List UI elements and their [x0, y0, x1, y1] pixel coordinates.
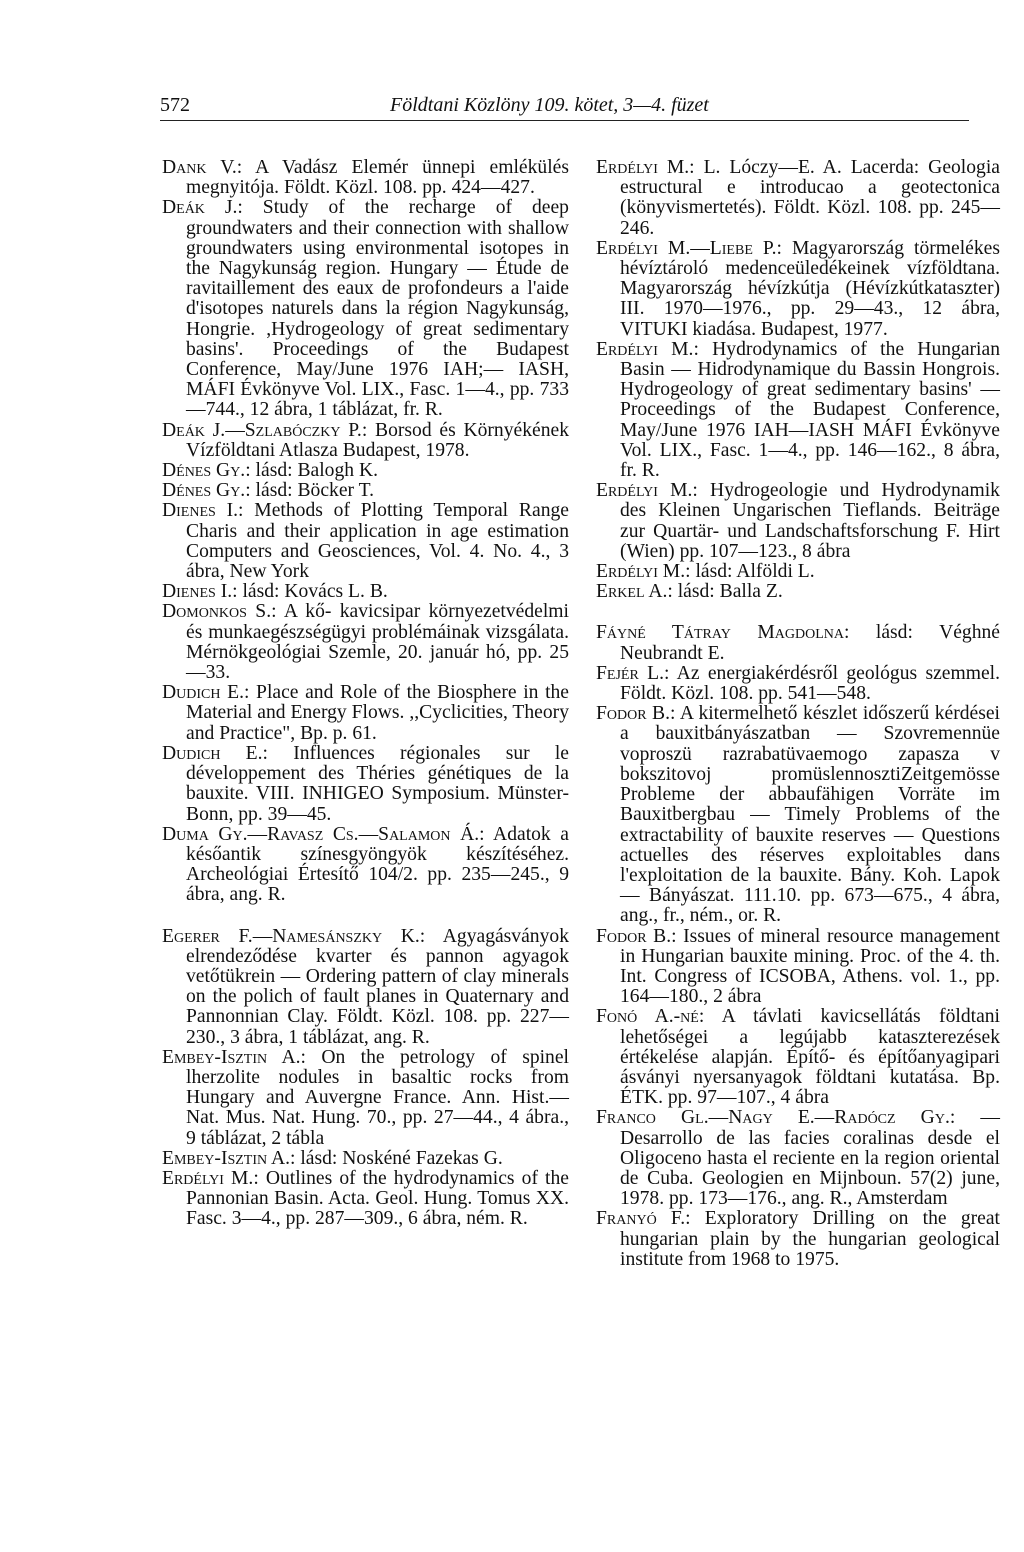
- entry-author: Dienes I.: [162, 500, 239, 522]
- entry-author: Dénes Gy.: [162, 460, 246, 482]
- entry-author: Erkel A.: [596, 581, 668, 603]
- bibliography-entry: [596, 562, 1000, 582]
- bibliography-entry: [162, 582, 569, 602]
- bibliography-entry: [596, 704, 1000, 926]
- entry-author: Fáyné Tátray Magdolna: [596, 622, 844, 644]
- entry-author: Dank V.: [162, 157, 237, 178]
- entry-author: Domonkos S.: [162, 601, 272, 623]
- entry-text: : Influences régionales sur le développement des Théries génétiques de la bauxite. VIII. INHIGEO Symposium. Münster-Bonn, pp. 39—45.: [186, 742, 569, 825]
- entry-text: : Place and Role of the Biosphere in the Material and Energy Flows. ,,Cyclicities, Theory and Practice", Bp. p. 61.: [186, 682, 570, 744]
- bibliography-entry: [596, 158, 1000, 239]
- entry-author: Franyó F.: [596, 1208, 686, 1230]
- entry-text: : lásd: Alföldi L.: [685, 561, 815, 583]
- entry-text: : Magyarország törmelékes hévíztároló medenceüledékeinek vízföldtana. Magyarország hévízkútja (Hévízkútkataszter) III. 1970—1976., pp. 29—43., 12 ábra, VITUKI kiadása. Budapest, 1977.: [620, 237, 1000, 340]
- entry-author: Dudich E.: [162, 742, 263, 764]
- entry-author: Erdélyi M.: [162, 1167, 254, 1189]
- entry-author: Duma Gy.—Ravasz Cs.—Salamon Á.: [162, 823, 480, 845]
- entry-author: Dudich E.: [162, 682, 244, 704]
- entry-text: : lásd: Balla Z.: [667, 581, 783, 603]
- page-number: 572: [160, 94, 190, 116]
- bibliography-entry: [596, 582, 1000, 602]
- bibliography-entry: [162, 825, 569, 906]
- entry-text: : Hydrodynamics of the Hungarian Basin — Hidrodynamique du Bassin Hongrois. Hydrogeology of great sedimentary basins' — Proceedings of the Budapest Conference, May/June 1976 IAH—IASH MÁFI Évkönyve Vol. LIX., Fasc. 1—4., pp. 146—162., 8 ábra, fr. R.: [620, 338, 1000, 482]
- running-title: Földtani Közlöny 109. kötet, 3—4. füzet: [390, 94, 709, 116]
- entry-text: : Hydrogeologie und Hydrodynamik des Kleinen Ungarischen Tieflands. Beiträge zur Quartär- und Landschaftsforschung F. Hirt (Wien) pp. 107—123., 8 ábra: [620, 480, 1000, 562]
- entry-author: Deák J.: [162, 197, 238, 219]
- entry-author: Erdélyi M.: [596, 480, 693, 502]
- entry-text: : lásd: Balogh K.: [245, 460, 379, 482]
- entry-text: : lásd: Véghné Neubrandt E.: [620, 622, 1000, 664]
- bibliography-entry: [162, 158, 569, 198]
- entry-text: : L. Lóczy—E. A. Lacerda: Geologia estructural e introducao a geotectonica (könyvismertetés). Földt. Közl. 108. pp. 245—246.: [620, 157, 1000, 239]
- entry-text: : On the petrology of spinel lherzolite nodules in basaltic rocks from Hungary and Auvergne France. Ann. Hist.—Nat. Mus. Nat. Hung. 70., pp. 27—44., 4 ábra., 9 táblázat, 2 tábla: [186, 1046, 569, 1149]
- entry-author: Dienes I.: [162, 581, 233, 603]
- bibliography-entry: [162, 927, 569, 1048]
- bibliography-entry: [162, 481, 569, 501]
- bibliography-entry: [596, 664, 1000, 704]
- bibliography-entry: [596, 1108, 1000, 1209]
- entry-text: : — Desarrollo de las facies coralinas desde el Oligoceno hasta el reciente en la region oriental de Cuba. Geologien en Mijnboun. 57(2) june, 1978. pp. 173—176., ang. R., Amsterdam: [620, 1107, 1000, 1210]
- entry-text: : Borsod és Környékének Vízföldtani Atlasza Budapest, 1978.: [186, 419, 569, 461]
- bibliography-entry: [162, 683, 569, 744]
- bibliography-entry: [162, 421, 569, 461]
- bibliography-entry: [596, 623, 1000, 663]
- entry-author: Fejér L.: [596, 662, 664, 684]
- entry-text: : A Vadász Elemér ünnepi emlékülés megnyitója. Földt. Közl. 108. pp. 424—427.: [186, 157, 569, 199]
- entry-text: : A kitermelhető készlet időszerű kérdései a bauxitbányászatban — Szovremennüe voproszü razrabatüvaemogo zapasza v bokszitovoj promüslennosztiZeitgemösse Probleme der abbaufähigen Vorräte im Bauxitbergbau — Timely Problems of the extractability of bauxite reserves — Questions actuelles des réserves exploitables dans l'exploitation de la bauxite. Bány. Koh. Lapok — Bányászat. 111.10. pp. 673—675., 4 ábra, ang., fr., ném., or. R.: [620, 703, 1000, 927]
- entry-text: : lásd: Noskéné Fazekas G.: [290, 1147, 503, 1169]
- entry-author: Fodor B.: [596, 703, 671, 725]
- bibliography-entry: [162, 1149, 569, 1169]
- right-column: [596, 158, 1000, 1270]
- bibliography-entry: [596, 239, 1000, 340]
- entry-author: Erdélyi M.: [596, 561, 686, 583]
- bibliography-entry: [162, 602, 569, 683]
- entry-text: : Study of the recharge of deep groundwaters and their connection with shallow groundwaters using environmental isotopes in the Nagykunság region. Hungary — Étude de ravitaillement des eaux de profondeurs a l'aide d'isotopes naturels dans la région Nagykunság, Hongrie. ,Hydrogeology of great sedimentary basins'. Proceedings of the Budapest Conference, May/June 1976 IAH;— IASH, MÁFI Évkönyve Vol. LIX., Fasc. 1—4., pp. 733—744., 12 ábra, 1 táblázat, fr. R.: [186, 197, 569, 421]
- bibliography-entry: [162, 1169, 569, 1230]
- entry-text: : Outlines of the hydrodynamics of the Pannonian Basin. Acta. Geol. Hung. Tomus XX. Fasc. 3—4., pp. 287—309., 6 ábra, ném. R.: [186, 1167, 569, 1230]
- entry-author: Erdélyi M.: [596, 338, 694, 360]
- bibliography-entry: [596, 340, 1000, 481]
- entry-author: Egerer F.—Namesánszky K.: [162, 925, 420, 947]
- entry-text: : Az energiakérdésről geológus szemmel. Földt. Közl. 108. pp. 541—548.: [620, 662, 1000, 705]
- bibliography-entry: [162, 198, 569, 420]
- entry-author: Embey-Isztin A.: [162, 1147, 290, 1169]
- bibliography-entry: [162, 1048, 569, 1149]
- entry-text: : A távlati kavicsellátás földtani lehetőségei a legújabb kataszterezések értékelése alapján. Építő- és építőanyagipari ásványi nyersanyagok földtani kutatása. Bp. ÉTK. pp. 97—107., 4 ábra: [620, 1006, 1001, 1109]
- left-column: [162, 158, 569, 1230]
- entry-author: Franco Gl.—Nagy E.—Radócz Gy.: [596, 1107, 950, 1129]
- bibliography-entry: [162, 744, 569, 825]
- entry-author: Embey-Isztin A.: [162, 1046, 301, 1068]
- bibliography-entry: [596, 1007, 1000, 1108]
- entry-author: Dénes Gy.: [162, 480, 246, 502]
- bibliography-entry: [596, 1209, 1000, 1270]
- entry-text: : A kő- kavicsipar környezetvédelmi és munkaegészségügyi problémáinak vizsgálata. Mérnökgeológiai Szemle, 20. január hó, pp. 25—33.: [186, 601, 569, 684]
- entry-text: : lásd: Kovács L. B.: [232, 581, 388, 603]
- entry-author: Erdélyi M.—Liebe P.: [596, 237, 777, 259]
- entry-text: : Methods of Plotting Temporal Range Charis and their application in age estimation Computers and Geosciences, Vol. 4. No. 4., 3 ábra, New York: [186, 500, 569, 583]
- bibliography-entry: [162, 461, 569, 481]
- entry-author: Fodor B.: [596, 925, 672, 947]
- page-header: [160, 94, 969, 121]
- entry-text: : lásd: Böcker T.: [245, 480, 375, 502]
- entry-author: Deák J.—Szlabóczky P.: [162, 419, 362, 441]
- bibliography-entry: [596, 481, 1000, 562]
- bibliography-entry: [596, 927, 1000, 1008]
- entry-author: Fonó A.-né: [596, 1006, 699, 1028]
- entry-text: : Exploratory Drilling on the great hungarian plain by the hungarian geological institute from 1968 to 1975.: [620, 1208, 1000, 1270]
- entry-text: : Agyagásványok elrendeződése kvarter és pannon agyagok vetőtükrein — Ordering pattern of clay minerals on the polich of fault planes in Quaternary and Pannonnian Clay. Földt. Közl. 108. pp. 227—230., 3 ábra, 1 táblázat, ang. R.: [186, 925, 569, 1048]
- entry-text: : Issues of mineral resource management in Hungarian bauxite mining. Proc. of the 4. th. Int. Congress of ICSOBA, Athens. vol. 1., pp. 164—180., 2 ábra: [620, 925, 1000, 1008]
- entry-text: : Adatok a későantik színesgyöngyök készítéséhez. Archeológiai Értesítő 104/2. pp. 235—245., 9 ábra, ang. R.: [186, 823, 569, 906]
- bibliography-entry: [162, 501, 569, 582]
- entry-author: Erdélyi M.: [596, 157, 690, 178]
